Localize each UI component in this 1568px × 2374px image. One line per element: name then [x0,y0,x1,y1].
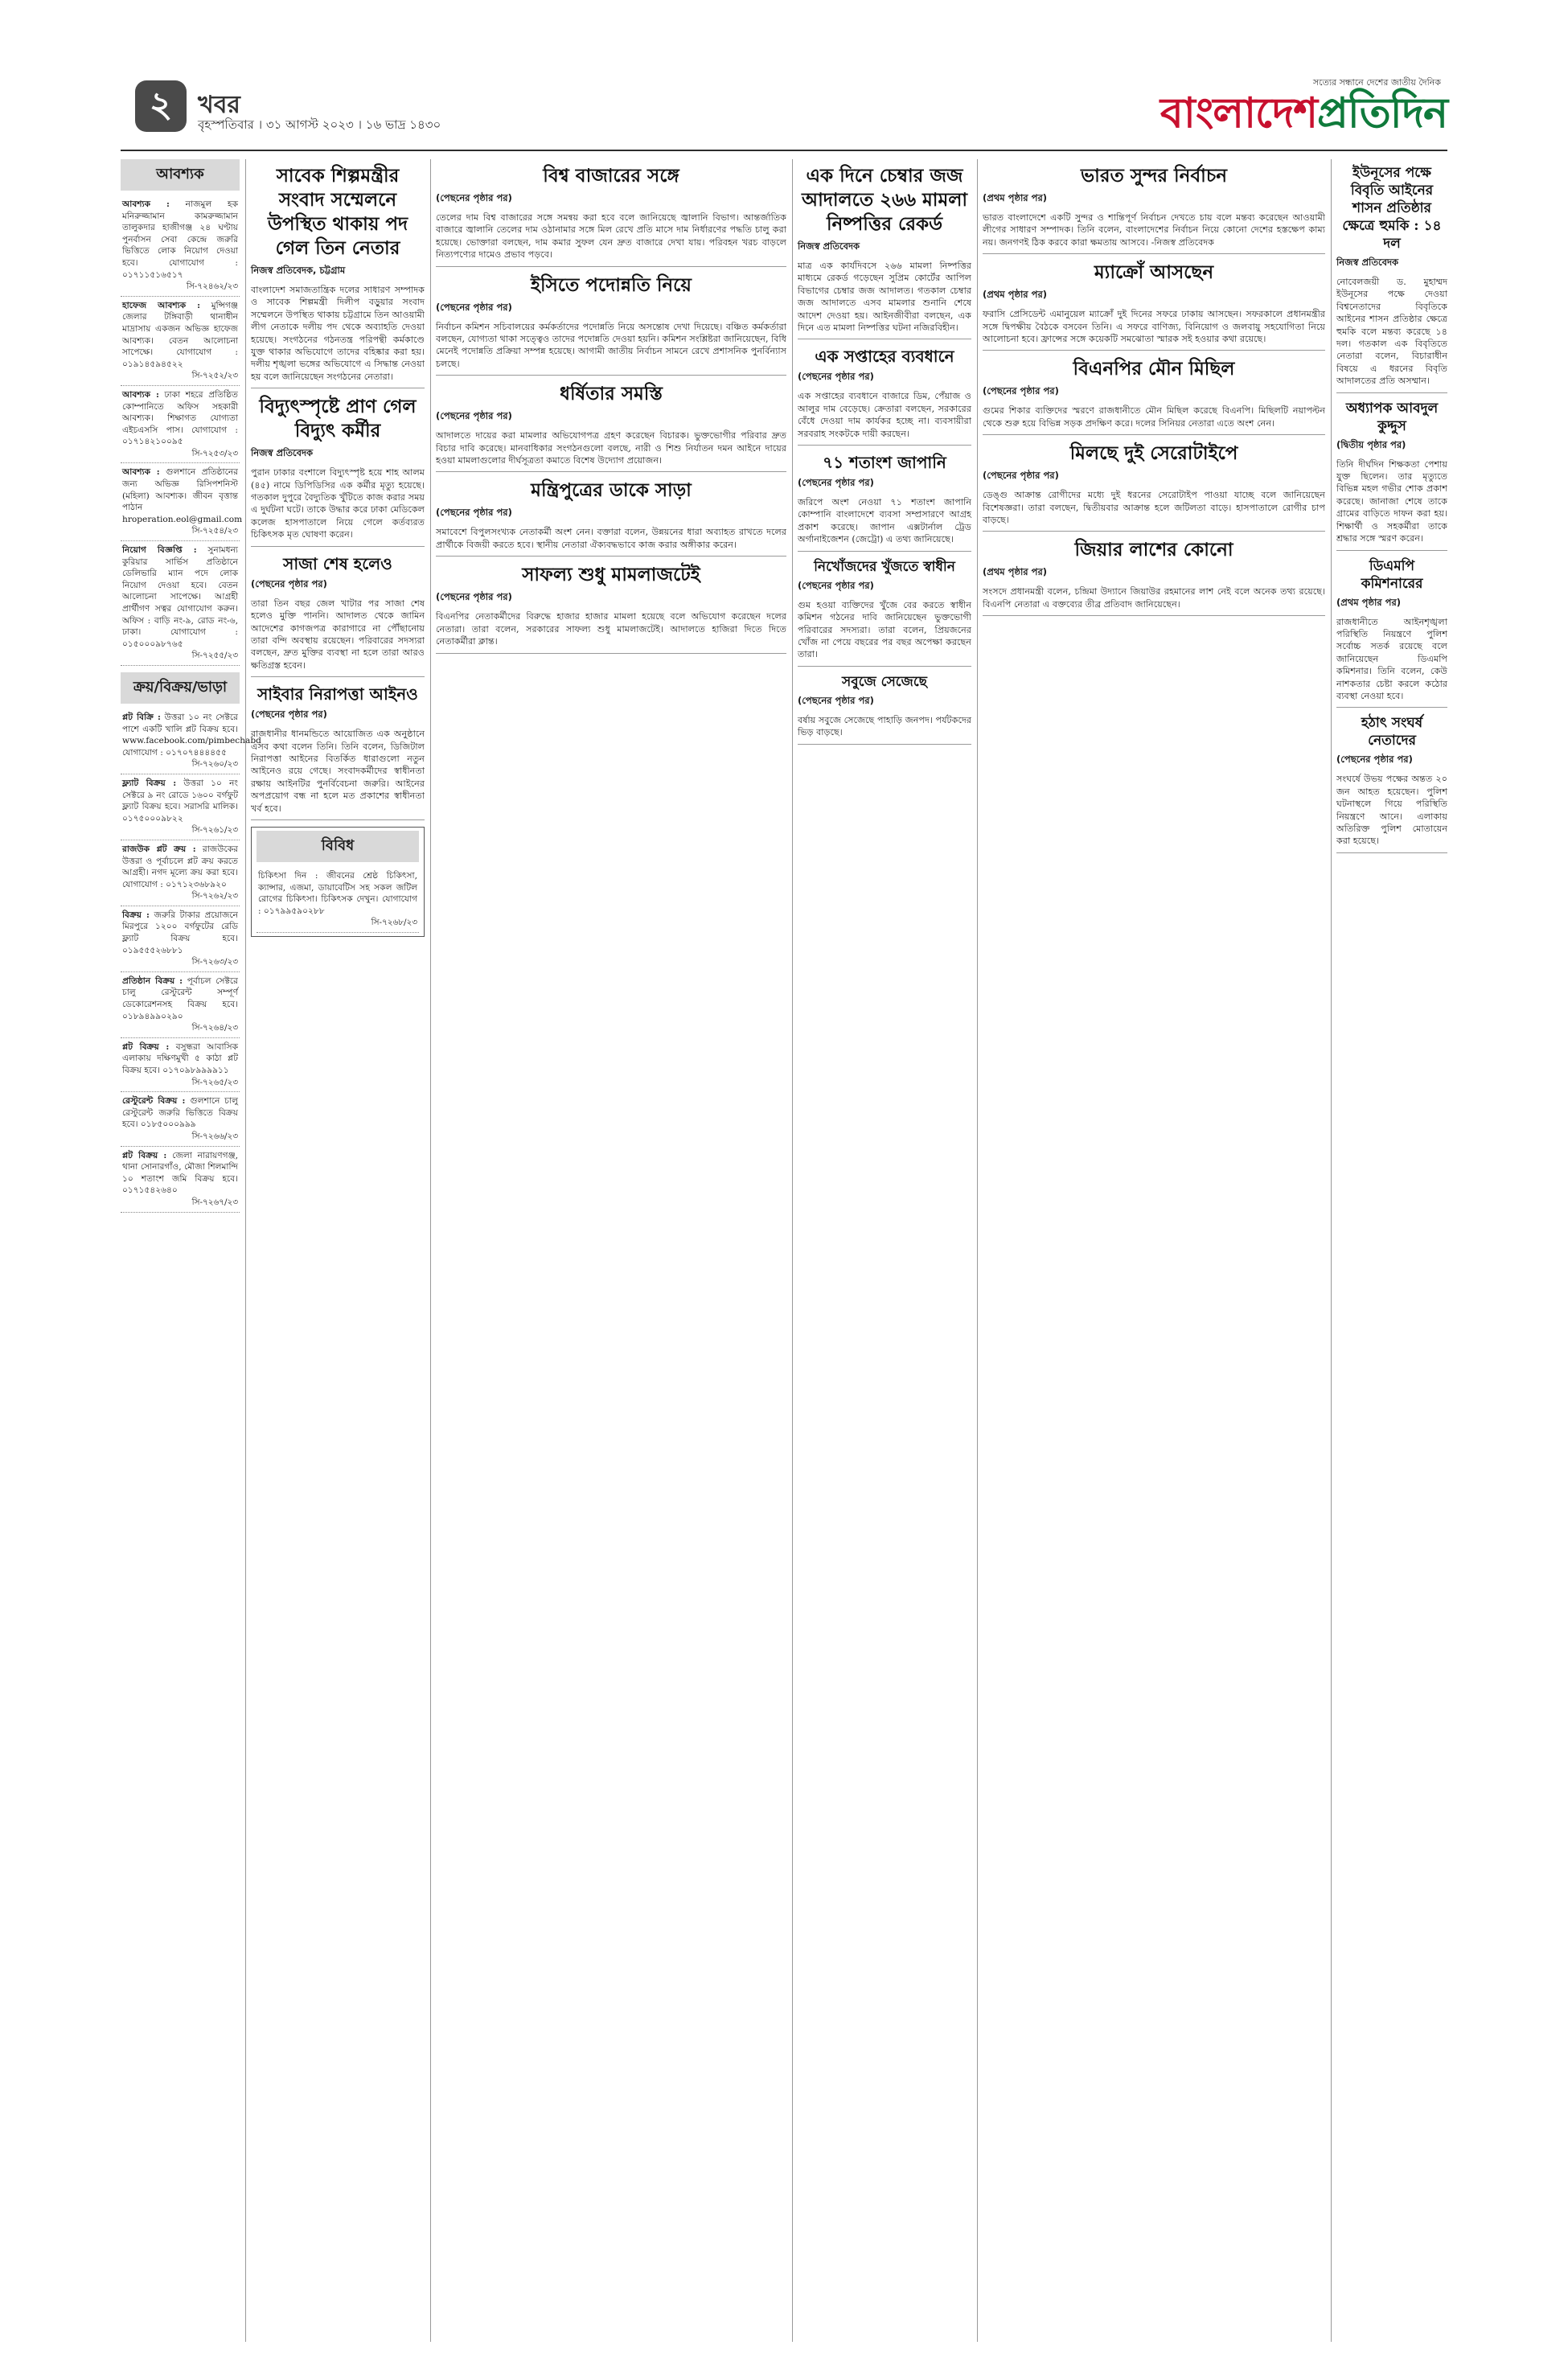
headline: ভারত সুন্দর নির্বাচন [1081,165,1227,187]
headline: ইউনূসের পক্ষে বিবৃতি আইনের শাসন প্রতিষ্ঠার ক্ষেত্রে হুমকি : ১৪ দল [1342,165,1442,252]
byline: নিজস্ব প্রতিবেদক [1336,257,1399,268]
news-story [251,395,425,546]
news-column-5 [983,159,1325,2342]
story-body: মাত্র এক কার্যদিবসে ২৬৬ মামলা নিষ্পত্তির মাধ্যমে রেকর্ড গড়েছেন সুপ্রিম কোর্টের আপিল বিভাগের চেম্বার জজ আদালত। গতকাল চেম্বার জজ আদালতে এসব মামলার শুনানি শেষে আদেশ দেওয়া হয়। আইনজীবীরা বলছেন, এক দিনে এত মামলা নিষ্পত্তির ঘটনা নজিরবিহীন। [798,261,971,334]
news-story [798,346,971,446]
byline: (পেছনের পৃষ্ঠার পর) [436,410,512,422]
byline: (পেছনের পৃষ্ঠার পর) [798,477,874,489]
classifieds-column [121,159,261,2342]
logo-part-1: বাংলাদেশ [1160,89,1318,138]
story-body: গুমের শিকার ব্যক্তিদের স্মরণে রাজধানীতে মৌন মিছিল করেছে বিএনপি। মিছিলটি নয়াপল্টন থেকে শুরু হয়ে বিভিন্ন সড়ক প্রদক্ষিণ করে। দলের সিনিয়র নেতারা এতে অংশ নেন। [983,405,1325,429]
story-body: বর্ষায় সবুজে সেজেছে পাহাড়ি জনপদ। পর্যটকদের ভিড় বাড়ছে। [798,714,971,738]
byline: (পেছনের পৃষ্ঠার পর) [1336,754,1413,766]
classified-ad: আবশ্যক : নাজমুল হক মনিরুজ্জামান কামরুজ্জামান তালুকদার হাজীগঞ্জ ২৪ ঘণ্টায় পুনর্বাসন সেবা কেন্দ্রে জরুরি ভিত্তিতে লোক নিয়োগ দেওয়া হবে। যোগাযোগ : ০১৭১১৫১৬৫১৭ সি-৭২৪৬২/২৩ [121,195,240,297]
headline: ৭১ শতাংশ জাপানি [823,453,946,473]
classified-ad: ফ্ল্যাট বিক্রয় : উত্তরা ১০ নং সেক্টরে ৯ নং রোডে ১৬০০ বর্গফুট ফ্ল্যাট বিক্রয় হবে। সরাসরি মালিক। ০১৭৫০০০৯৮২২ সি-৭২৬১/২৩ [121,774,240,840]
news-story [983,357,1325,435]
byline: (পেছনের পৃষ্ঠার পর) [251,577,327,589]
logo-wordmark [1158,91,1447,136]
story-body: তারা তিন বছর জেল খাটার পর সাজা শেষ হলেও মুক্তি পাননি। আদালত থেকে জামিন আদেশের কাগজপত্র কারাগারে না পৌঁছানোয় তারা বন্দি অবস্থায় রয়েছেন। পরিবারের সদস্যরা বলছেন, দ্রুত মুক্তির ব্যবস্থা না হলে তারা আরও ক্ষতিগ্রস্ত হবেন। [251,598,425,671]
masthead [121,77,1447,145]
classifieds-header-wanted: আবশ্যক [121,159,240,191]
byline: নিজস্ব প্রতিবেদক [798,240,860,252]
column-divider [245,159,246,2342]
headline: সাফল্য শুধু মামলাজটেই [522,564,700,586]
news-story [798,452,971,552]
headline: ম্যাক্রোঁ আসছেন [1094,261,1214,284]
logo-part-2: প্রতিদিন [1317,89,1447,138]
headline: বিদ্যুৎস্পৃষ্টে প্রাণ গেল বিদ্যুৎ কর্মীর [259,396,417,442]
story-body: তিনি দীর্ঘদিন শিক্ষকতা পেশায় যুক্ত ছিলেন। তার মৃত্যুতে বিভিন্ন মহল গভীর শোক প্রকাশ করেছে। জানাজা শেষে তাকে গ্রামের বাড়িতে দাফন করা হয়। শিক্ষার্থী ও সহকর্মীরা তাকে শ্রদ্ধার সঙ্গে স্মরণ করেন। [1336,458,1447,544]
headline: ধর্ষিতার সমস্তি [560,383,663,405]
story-body: বাংলাদেশ সমাজতান্ত্রিক দলের সাধারণ সম্পাদক ও সাবেক শিল্পমন্ত্রী দিলীপ বড়ুয়ার সংবাদ সম্মেলনে উপস্থিত থাকায় চট্টগ্রামে তিন আওয়ামী লীগ নেতাকে দলীয় পদ থেকে অব্যাহতি দেওয়া হয়েছে। সংগঠনের গঠনতন্ত্র পরিপন্থী কর্মকাণ্ডে যুক্ত থাকার অভিযোগে তাদের বহিষ্কার করা হয়। দলীয় শৃঙ্খলা ভঙ্গের অভিযোগে এ সিদ্ধান্ত নেওয়া হয় বলে জানিয়েছেন সংগঠনের নেতারা। [251,285,425,382]
classified-ad: প্রতিষ্ঠান বিক্রয় : পূর্বাচল সেক্টরে চালু রেস্টুরেন্ট সম্পূর্ণ ডেকোরেশনসহ বিক্রয় হবে। ০১৮৯৪৯৯০২৯০ সি-৭২৬৪/২৩ [121,972,240,1038]
story-body: নোবেলজয়ী ড. মুহাম্মদ ইউনূসের পক্ষে দেওয়া বিশ্বনেতাদের বিবৃতিকে আইনের শাসন প্রতিষ্ঠার ক্ষেত্রে হুমকি বলে মন্তব্য করেছে ১৪ দল। গতকাল এক বিবৃতিতে নেতারা বলেন, বিচারাধীন বিষয়ে এ ধরনের বিবৃতি আদালতের প্রতি অসম্মান। [1336,277,1447,387]
story-body: তেলের দাম বিশ্ব বাজারের সঙ্গে সমন্বয় করা হবে বলে জানিয়েছে জ্বালানি বিভাগ। আন্তর্জাতিক বাজারে জ্বালানি তেলের দাম ওঠানামার সঙ্গে মিল রেখে প্রতি মাসে দাম নির্ধারণের পদ্ধতি চালু করা হয়েছে। ভোক্তারা বলছেন, দাম কমার সুফল যেন দ্রুত বাজারে দেখা যায়। পরিবহন খরচ বাড়লে নিত্যপণ্যের দামেও প্রভাব পড়বে। [436,212,786,261]
news-story [983,164,1325,254]
byline: (পেছনের পৃষ্ঠার পর) [251,709,327,721]
story-body: এক সপ্তাহের ব্যবধানে বাজারে ডিম, পেঁয়াজ ও আলুর দাম বেড়েছে। ক্রেতারা বলছেন, সরকারের বেঁধে দেওয়া দাম কার্যকর হচ্ছে না। ব্যবসায়ীরা সরবরাহ সংকটকে দায়ী করছেন। [798,391,971,439]
news-column-4 [798,159,971,2342]
classified-ad: চিকিৎসা দিন : জীবনের শ্রেষ্ঠ চিকিৎসা, ক্যান্সার, এজমা, ডায়াবেটিস সহ সকল জটিল রোগের চিকিৎসা। চিকিৎসক দেখুন। যোগাযোগ : ০১৭৯৯৫৯০২৮৮ সি-৭২৬৮/২৩ [257,867,419,933]
column-divider [977,159,978,2342]
headline: এক দিনে চেম্বার জজ আদালতে ২৬৬ মামলা নিষ্পত্তির রেকর্ড [801,165,968,235]
news-story [983,442,1325,532]
byline: (প্রথম পৃষ্ঠার পর) [983,566,1048,578]
headline: মন্ত্রিপুত্রের ডাকে সাড়া [531,479,692,502]
news-story [251,553,425,677]
headline: নিখোঁজদের খুঁজতে স্বাধীন [814,558,955,575]
section-title: খবর [198,91,240,119]
classified-ad: প্লট বিক্রি : উত্তরা ১০ নং সেক্টরে পাশে একটি খালি প্লট বিক্রয় হবে। www.facebook.com/pimbechabd যোগাযোগ : ০১৭০৭৪৪৪৪৫৫ সি-৭২৬০/২৩ [121,709,240,774]
news-column-3 [436,159,786,2342]
news-story [1336,400,1447,551]
headline: জিয়ার লাশের কোনো [1074,539,1233,561]
story-body: গুম হওয়া ব্যক্তিদের খুঁজে বের করতে স্বাধীন কমিশন গঠনের দাবি জানিয়েছেন ভুক্তভোগী পরিবারের সদস্যরা। তারা বলেন, প্রিয়জনের খোঁজ না পেয়ে বছরের পর বছর অপেক্ষা করছেন তারা। [798,599,971,660]
headline: হঠাৎ সংঘর্ষ নেতাদের [1361,715,1423,750]
headline: ডিএমপি কমিশনারের [1361,557,1423,592]
news-story [798,164,971,339]
story-body: বিএনপির নেতাকর্মীদের বিরুদ্ধে হাজার হাজার মামলা হয়েছে বলে অভিযোগ করেছেন দলের নেতারা। তারা বলেন, সরকারের সাফল্য শুধু মামলাজটেই। আদালতে হাজিরা দিতে দিতে নেতাকর্মীরা ক্লান্ত। [436,611,786,647]
story-body: সংঘর্ষে উভয় পক্ষের অন্তত ২০ জন আহত হয়েছেন। পুলিশ ঘটনাস্থলে গিয়ে পরিস্থিতি নিয়ন্ত্রণে আনে। এলাকায় অতিরিক্ত পুলিশ মোতায়েন করা হয়েছে। [1336,774,1447,847]
byline: (পেছনের পৃষ্ঠার পর) [436,301,512,313]
headline: মিলছে দুই সেরোটাইপে [1069,442,1238,465]
story-body: রাজধানীর ধানমন্ডিতে আয়োজিত এক অনুষ্ঠানে এসব কথা বলেন তিনি। তিনি বলেন, ডিজিটাল নিরাপত্তা আইনের বিতর্কিত ধারাগুলো নতুন আইনেও রয়ে গেছে। সংবাদকর্মীদের স্বাধীনতা রক্ষায় আইনটির পুনর্বিবেচনা জরুরি। আইনের অপপ্রয়োগ বন্ধ না হলে মত প্রকাশের স্বাধীনতা খর্ব হবে। [251,729,425,814]
byline: (পেছনের পৃষ্ঠার পর) [983,385,1059,397]
headline: এক সপ্তাহের ব্যবধানে [815,347,954,367]
story-body: জরিপে অংশ নেওয়া ৭১ শতাংশ জাপানি কোম্পানি বাংলাদেশে ব্যবসা সম্প্রসারণে আগ্রহ প্রকাশ করেছে। জাপান এক্সটার্নাল ট্রেড অর্গানাইজেশন (জেট্রো) এ তথ্য জানিয়েছে। [798,497,971,545]
news-story [1336,714,1447,852]
news-column-6 [1336,159,1447,2342]
byline: (পেছনের পৃষ্ঠার পর) [436,507,512,519]
news-story [798,558,971,667]
classified-ad: বিক্রয় : জরুরি টাকার প্রয়োজনে মিরপুরে ১২০০ বর্গফুটের রেডি ফ্ল্যাট বিক্রয় হবে। ০১৯৫৫৫২৬৮৮১ সি-৭২৬৩/২৩ [121,906,240,972]
story-body: পুরান ঢাকার বংশালে বিদ্যুৎস্পৃষ্ট হয়ে শাহ আলম (৪৫) নামে ডিপিডিসির এক কর্মীর মৃত্যু হয়েছে। গতকাল দুপুরে বৈদ্যুতিক খুঁটিতে কাজ করার সময় এ দুর্ঘটনা ঘটে। তাকে উদ্ধার করে ঢাকা মেডিকেল কলেজ হাসপাতালে নিয়ে গেলে কর্তব্যরত চিকিৎসক মৃত ঘোষণা করেন। [251,467,425,540]
headline: বিএনপির মৌন মিছিল [1073,358,1235,380]
classified-ad: প্লট বিক্রয় : বসুন্ধরা আবাসিক এলাকায় দক্ষিণমুখী ৫ কাঠা প্লট বিক্রয় হবে। ০১৭০৯৮৯৯৯৯১১ সি-৭২৬৫/২৩ [121,1038,240,1092]
news-story [1336,557,1447,709]
byline: (প্রথম পৃষ্ঠার পর) [983,289,1048,301]
byline: (প্রথম পৃষ্ঠার পর) [1336,596,1402,608]
headline: অধ্যাপক আবদুল কুদ্দুস [1345,400,1439,434]
headline: সাজা শেষ হলেও [283,553,392,573]
classifieds-header-sale: ক্রয়/বিক্রয়/ভাড়া [121,672,240,704]
story-body: ভারত বাংলাদেশে একটি সুন্দর ও শান্তিপূর্ণ নির্বাচন দেখতে চায় বলে মন্তব্য করেছেন আওয়ামী লীগের সাধারণ সম্পাদক। তিনি বলেন, বাংলাদেশের নির্বাচন নিয়ে কোনো দেশের হস্তক্ষেপ কাম্য নয়। জনগণই ঠিক করবে কারা ক্ষমতায় আসবে। -নিজস্ব প্রতিবেদক [983,212,1325,248]
news-story [436,478,786,557]
headline: সাবেক শিল্পমন্ত্রীর সংবাদ সম্মেলনে উপস্থিত থাকায় পদ গেল তিন নেতার [267,165,408,259]
headline: বিশ্ব বাজারের সঙ্গে [543,165,679,187]
page-number-badge: ২ [135,80,187,132]
story-body: আদালতে দায়ের করা মামলার অভিযোগপত্র গ্রহণ করেছেন বিচারক। ভুক্তভোগীর পরিবার দ্রুত বিচার দাবি করেছে। মানবাধিকার সংগঠনগুলো বলছে, নারী ও শিশু নির্যাতন দমন আইনে দায়ের হওয়া মামলাগুলোর দীর্ঘসূত্রতা কমাতে বিশেষ উদ্যোগ প্রয়োজন। [436,430,786,466]
news-story [436,382,786,472]
byline: (পেছনের পৃষ্ঠার পর) [798,579,874,591]
news-column-2 [251,159,425,2342]
story-body: সংসদে প্রধানমন্ত্রী বলেন, চন্দ্রিমা উদ্যানে জিয়াউর রহমানের লাশ নেই বলে অনেক তথ্য রয়েছে। বিএনপি নেতারা এ বক্তব্যের তীব্র প্রতিবাদ জানিয়েছেন। [983,586,1325,610]
column-divider [430,159,431,2342]
byline: (পেছনের পৃষ্ঠার পর) [436,192,512,203]
byline: (দ্বিতীয় পৃষ্ঠার পর) [1336,438,1406,450]
byline: (পেছনের পৃষ্ঠার পর) [436,591,512,603]
news-story [798,673,971,745]
classified-ad: রেস্টুরেন্ট বিক্রয় : গুলশানে চালু রেস্টুরেন্ট জরুরি ভিত্তিতে বিক্রয় হবে। ০১৮৫০০০৯৯৯ সি-৭২৬৬/২৩ [121,1092,240,1146]
classified-ad: নিয়োগ বিজ্ঞপ্তি : সুনামধন্য কুরিয়ার সার্ভিস প্রতিষ্ঠানে ডেলিভারি ম্যান পদে লোক নিয়োগ দেওয়া হবে। বেতন আলোচনা সাপেক্ষে। আগ্রহী প্রার্থীগণ সত্বর যোগাযোগ করুন। অফিস : বাড়ি নং-৯, রোড নং-৬, ঢাকা। যোগাযোগ : ০১৫০০০৯৮৭৬৫ সি-৭২৫৫/২৩ [121,541,240,666]
news-story [436,563,786,653]
column-divider [1331,159,1332,2342]
misc-box-title: বিবিধ [257,831,419,862]
byline: (পেছনের পৃষ্ঠার পর) [983,470,1059,482]
classified-ad: হাফেজ আবশ্যক : মুন্সিগঞ্জ জেলার টঙ্গিবাড়ী থানাধীন মাদ্রাসায় একজন অভিজ্ঞ হাফেজ আবশ্যক। বেতন আলোচনা সাপেক্ষে। যোগাযোগ : ০১৯১৪৫৯৪৫২২ সি-৭২৫২/২৩ [121,297,240,386]
byline: নিজস্ব প্রতিবেদক, চট্টগ্রাম [251,265,346,276]
header-rule [121,150,1447,151]
newspaper-logo [1158,76,1447,140]
story-body: নির্বাচন কমিশন সচিবালয়ের কর্মকর্তাদের পদোন্নতি নিয়ে অসন্তোষ দেখা দিয়েছে। বঞ্চিত কর্মকর্তারা বলছেন, যোগ্যতা থাকা সত্ত্বেও তাদের পদোন্নতি দেওয়া হয়নি। কমিশন সংশ্লিষ্টরা জানিয়েছেন, বিধি মেনেই পদোন্নতি প্রক্রিয়া সম্পন্ন হয়েছে। আগামী জাতীয় নির্বাচন সামনে রেখে প্রশাসনিক পুনর্বিন্যাস চলছে। [436,321,786,369]
story-body: সমাবেশে বিপুলসংখ্যক নেতাকর্মী অংশ নেন। বক্তারা বলেন, উন্নয়নের ধারা অব্যাহত রাখতে দলের প্রার্থীকে বিজয়ী করতে হবে। স্থানীয় নেতারা ঐক্যবদ্ধভাবে কাজ করার অঙ্গীকার করেন। [436,527,786,550]
byline: (পেছনের পৃষ্ঠার পর) [798,371,874,383]
classified-ad: প্লট বিক্রয় : জেলা নারায়ণগঞ্জ, থানা সোনারগাঁও, মৌজা শিলমান্দি ১০ শতাংশ জমি বিক্রয় হবে। ০১৭১৫৪২৬৪০ সি-৭২৬৭/২৩ [121,1147,240,1213]
classified-ad: রাজউক প্লট ক্রয় : রাজউকের উত্তরা ও পূর্বাচলে প্লট ক্রয় করতে আগ্রহী। নগদ মূল্যে ক্রয় করা হবে। যোগাযোগ : ০১৭১২৩৬৮৯২০ সি-৭২৬২/২৩ [121,840,240,906]
logo-tagline: সত্যের সন্ধানে দেশের জাতীয় দৈনিক [1312,77,1441,88]
news-story [436,273,786,376]
misc-box [251,827,425,937]
news-story [436,164,786,267]
story-body: ফরাসি প্রেসিডেন্ট এমানুয়েল ম্যাক্রোঁ দুই দিনের সফরে ঢাকায় আসছেন। সফরকালে প্রধানমন্ত্রীর সঙ্গে দ্বিপক্ষীয় বৈঠকে বসবেন তিনি। এ সফরে বাণিজ্য, বিনিয়োগ ও জলবায়ু সহযোগিতা নিয়ে আলোচনা হবে। ফ্রান্সের সঙ্গে কয়েকটি সমঝোতা স্মারক সই হওয়ার কথা রয়েছে। [983,309,1325,345]
byline: (প্রথম পৃষ্ঠার পর) [983,192,1048,203]
news-story [983,261,1325,351]
column-divider [792,159,793,2342]
story-body: রাজধানীতে আইনশৃঙ্খলা পরিস্থিতি নিয়ন্ত্রণে পুলিশ সর্বোচ্চ সতর্ক রয়েছে বলে জানিয়েছেন ডিএমপি কমিশনার। তিনি বলেন, কেউ নাশকতার চেষ্টা করলে কঠোর ব্যবস্থা নেওয়া হবে। [1336,616,1447,701]
byline: (পেছনের পৃষ্ঠার পর) [798,694,874,706]
dateline: বৃহস্পতিবার । ৩১ আগস্ট ২০২৩ । ১৬ ভাদ্র ১৪৩০ [198,117,441,132]
wanted-ads [121,195,243,666]
classified-ad: আবশ্যক : গুলশানে প্রতিষ্ঠানের জন্য অভিজ্ঞ রিসিপশনিস্ট (মহিলা) আবশ্যক। জীবন বৃত্তান্ত পাঠান hroperation.eol@gmail.com সি-৭২৫৪/২৩ [121,463,240,541]
headline: সাইবার নিরাপত্তা আইনও [257,684,418,704]
news-story [251,164,425,388]
news-story [1336,164,1447,393]
classified-ad: আবশ্যক : ঢাকা শহরে প্রতিষ্ঠিত কোম্পানিতে অফিস সহকারী আবশ্যক। শিক্ষাগত যোগ্যতা এইচএসসি পাস। যোগাযোগ : ০১৭১৪২১০০৯৫ সি-৭২৫৩/২৩ [121,386,240,464]
story-body: ডেঙ্গু আক্রান্ত রোগীদের মধ্যে দুই ধরনের সেরোটাইপ পাওয়া যাচ্ছে বলে জানিয়েছেন বিশেষজ্ঞরা। তারা বলছেন, দ্বিতীয়বার আক্রান্ত হলে জটিলতা বাড়ে। হাসপাতালে রোগীর চাপ বাড়ছে। [983,490,1325,526]
news-story [251,684,425,820]
headline: ইসিতে পদোন্নতি নিয়ে [531,273,692,296]
headline: সবুজে সেজেছে [842,673,927,690]
news-story [983,538,1325,616]
sale-ads [121,709,261,1213]
byline: নিজস্ব প্রতিবেদক [251,447,314,459]
